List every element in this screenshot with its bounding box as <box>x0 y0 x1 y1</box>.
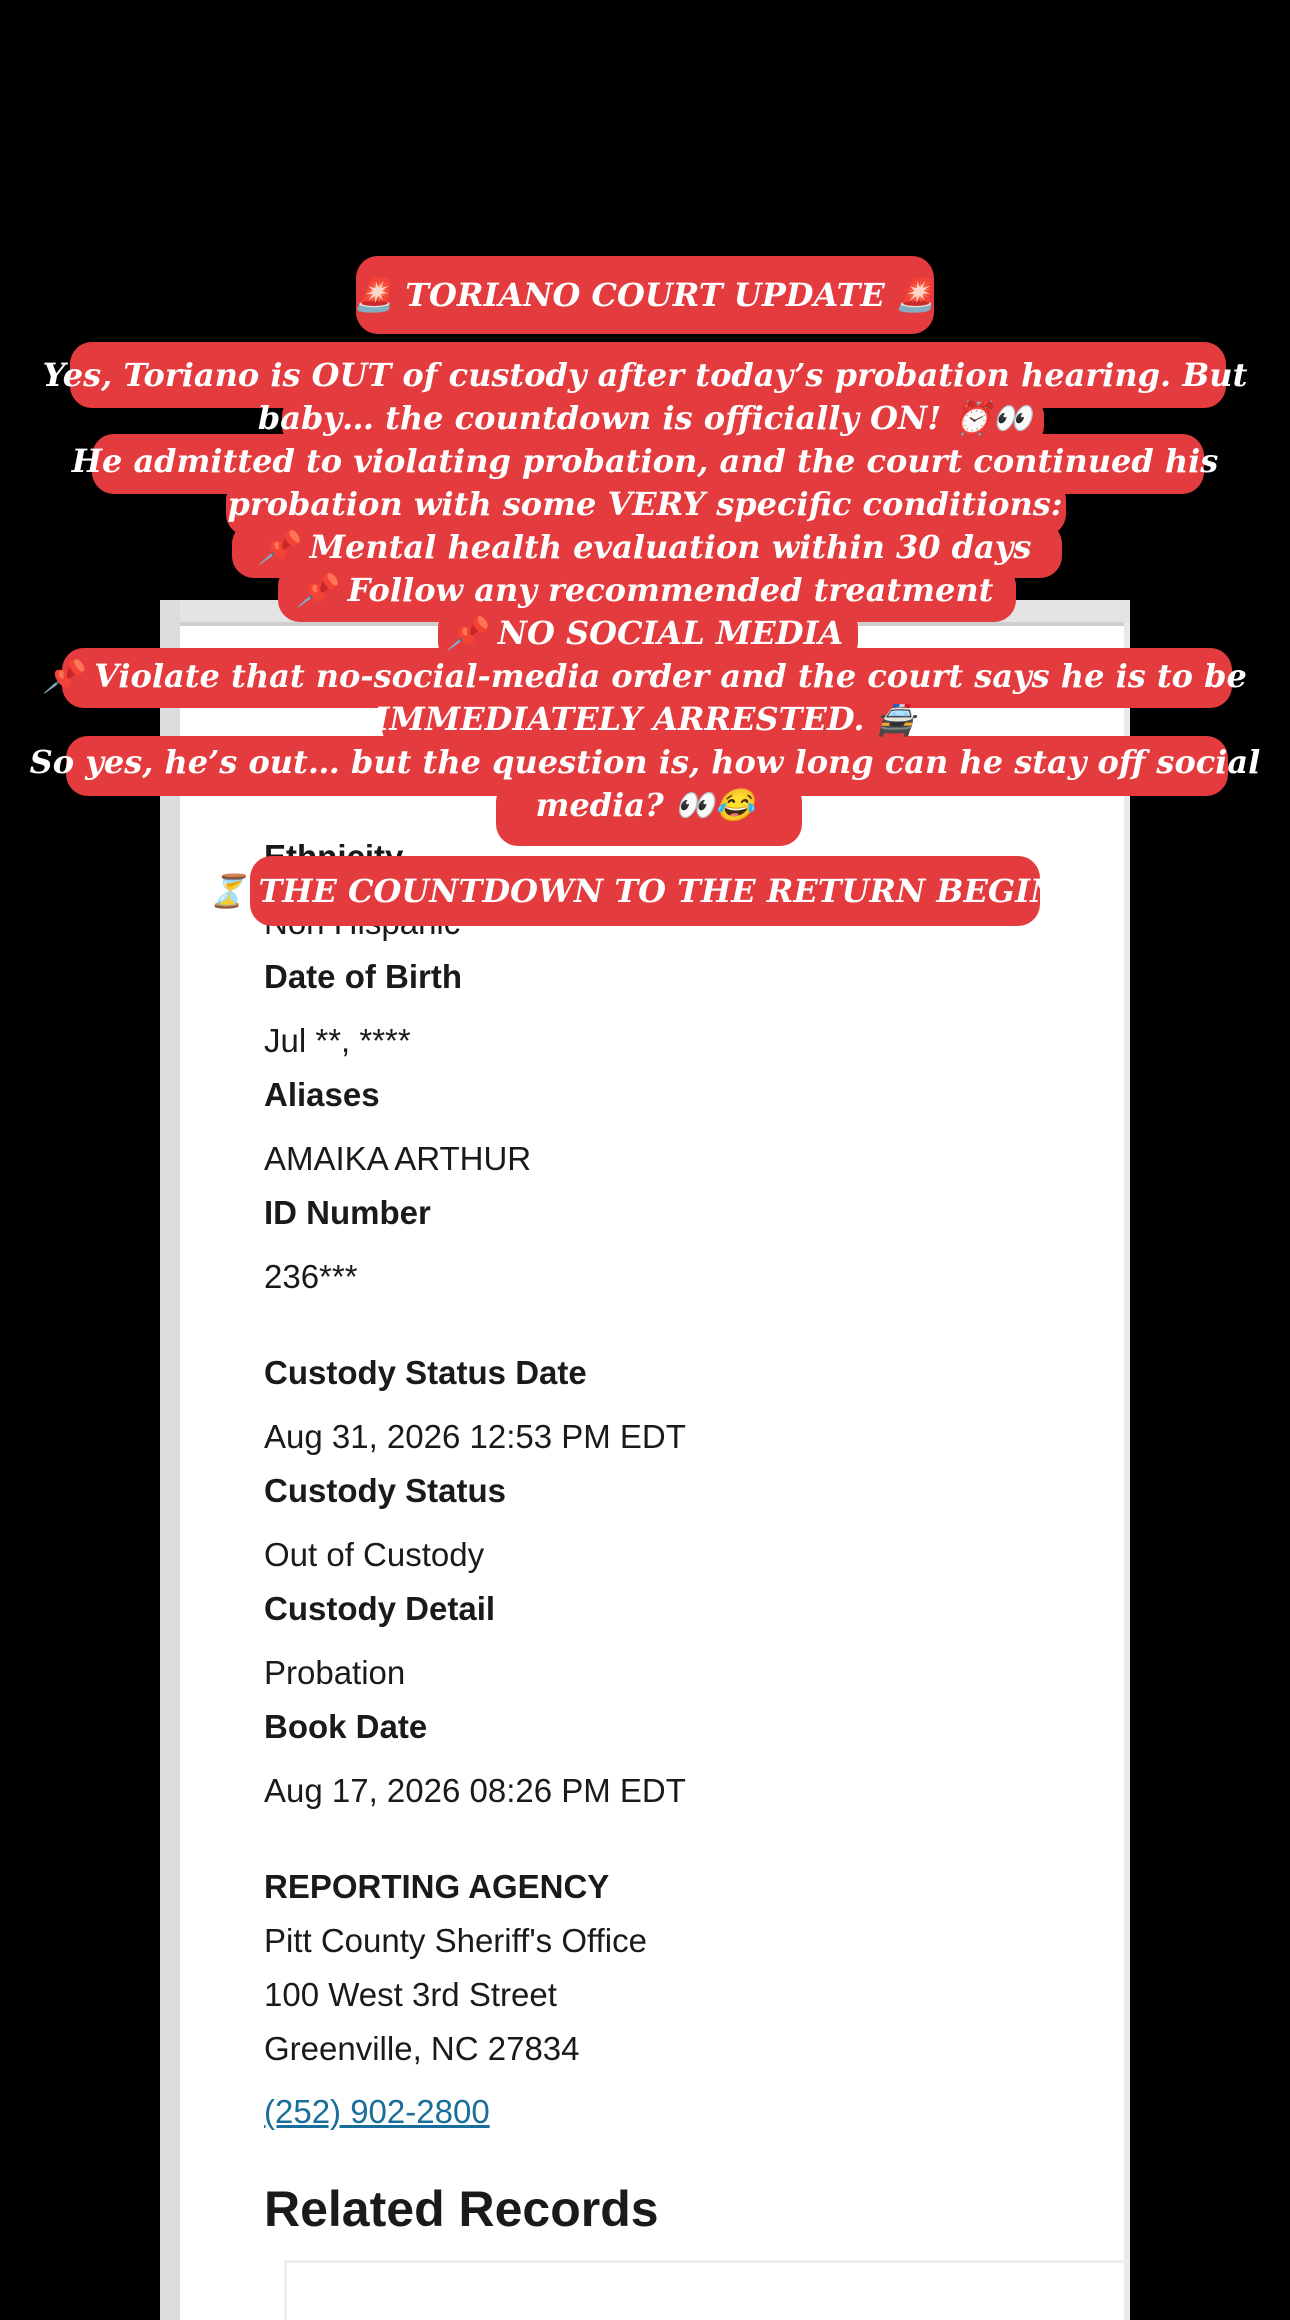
aliases-label: Aliases <box>264 1076 380 1113</box>
overlay-line-2: baby… the countdown is officially ON! ⏰👀 <box>257 399 1033 437</box>
agency-street: 100 West 3rd Street <box>264 1976 557 2013</box>
overlay-line-11: media? 👀😂 <box>535 786 755 824</box>
overlay-line-7: 📌 NO SOCIAL MEDIA <box>446 614 844 652</box>
overlay-title: 🚨 TORIANO COURT UPDATE 🚨 <box>354 276 936 314</box>
custody-status-label: Custody Status <box>264 1472 507 1509</box>
custody-status-value: Out of Custody <box>264 1536 485 1573</box>
custody-status-date-label: Custody Status Date <box>264 1354 587 1391</box>
overlay-line-8: 📌 Violate that no-social-media order and the court says he is to be <box>43 657 1247 695</box>
book-date-value: Aug 17, 2026 08:26 PM EDT <box>264 1772 686 1809</box>
custody-status-date-value: Aug 31, 2026 12:53 PM EDT <box>264 1418 686 1455</box>
overlay-line-1: Yes, Toriano is OUT of custody after today’s probation hearing. But <box>42 356 1248 394</box>
id-number-value: 236*** <box>264 1258 358 1295</box>
reporting-agency-heading: REPORTING AGENCY <box>264 1868 610 1905</box>
custody-detail-value: Probation <box>264 1654 406 1691</box>
aliases-value: AMAIKA ARTHUR <box>264 1140 532 1177</box>
card-left-edge <box>160 600 180 2320</box>
agency-city: Greenville, NC 27834 <box>264 2030 580 2067</box>
overlay-line-3: He admitted to violating probation, and the court continued his <box>71 442 1219 480</box>
overlay-line-6: 📌 Follow any recommended treatment <box>296 571 994 609</box>
book-date-label: Book Date <box>264 1708 428 1745</box>
agency-name: Pitt County Sheriff's Office <box>264 1922 647 1959</box>
overlay-line-9: IMMEDIATELY ARRESTED. 🚔 <box>374 700 916 738</box>
related-records-heading: Related Records <box>264 2181 659 2237</box>
agency-phone-link[interactable]: (252) 902-2800 <box>264 2093 490 2130</box>
overlay-line-5: 📌 Mental health evaluation within 30 days <box>258 528 1032 566</box>
related-records-container <box>284 2260 1130 2320</box>
overlay-line-4: probation with some VERY specific conditions: <box>227 485 1063 523</box>
dob-label: Date of Birth <box>264 958 462 995</box>
dob-value: Jul **, **** <box>264 1022 411 1059</box>
overlay-line-10: So yes, he’s out… but the question is, how long can he stay off social <box>29 743 1261 781</box>
custody-detail-label: Custody Detail <box>264 1590 496 1627</box>
overlay-footer: ⏳ THE COUNTDOWN TO THE RETURN BEGINS <box>207 872 1083 910</box>
id-number-label: ID Number <box>264 1194 431 1231</box>
